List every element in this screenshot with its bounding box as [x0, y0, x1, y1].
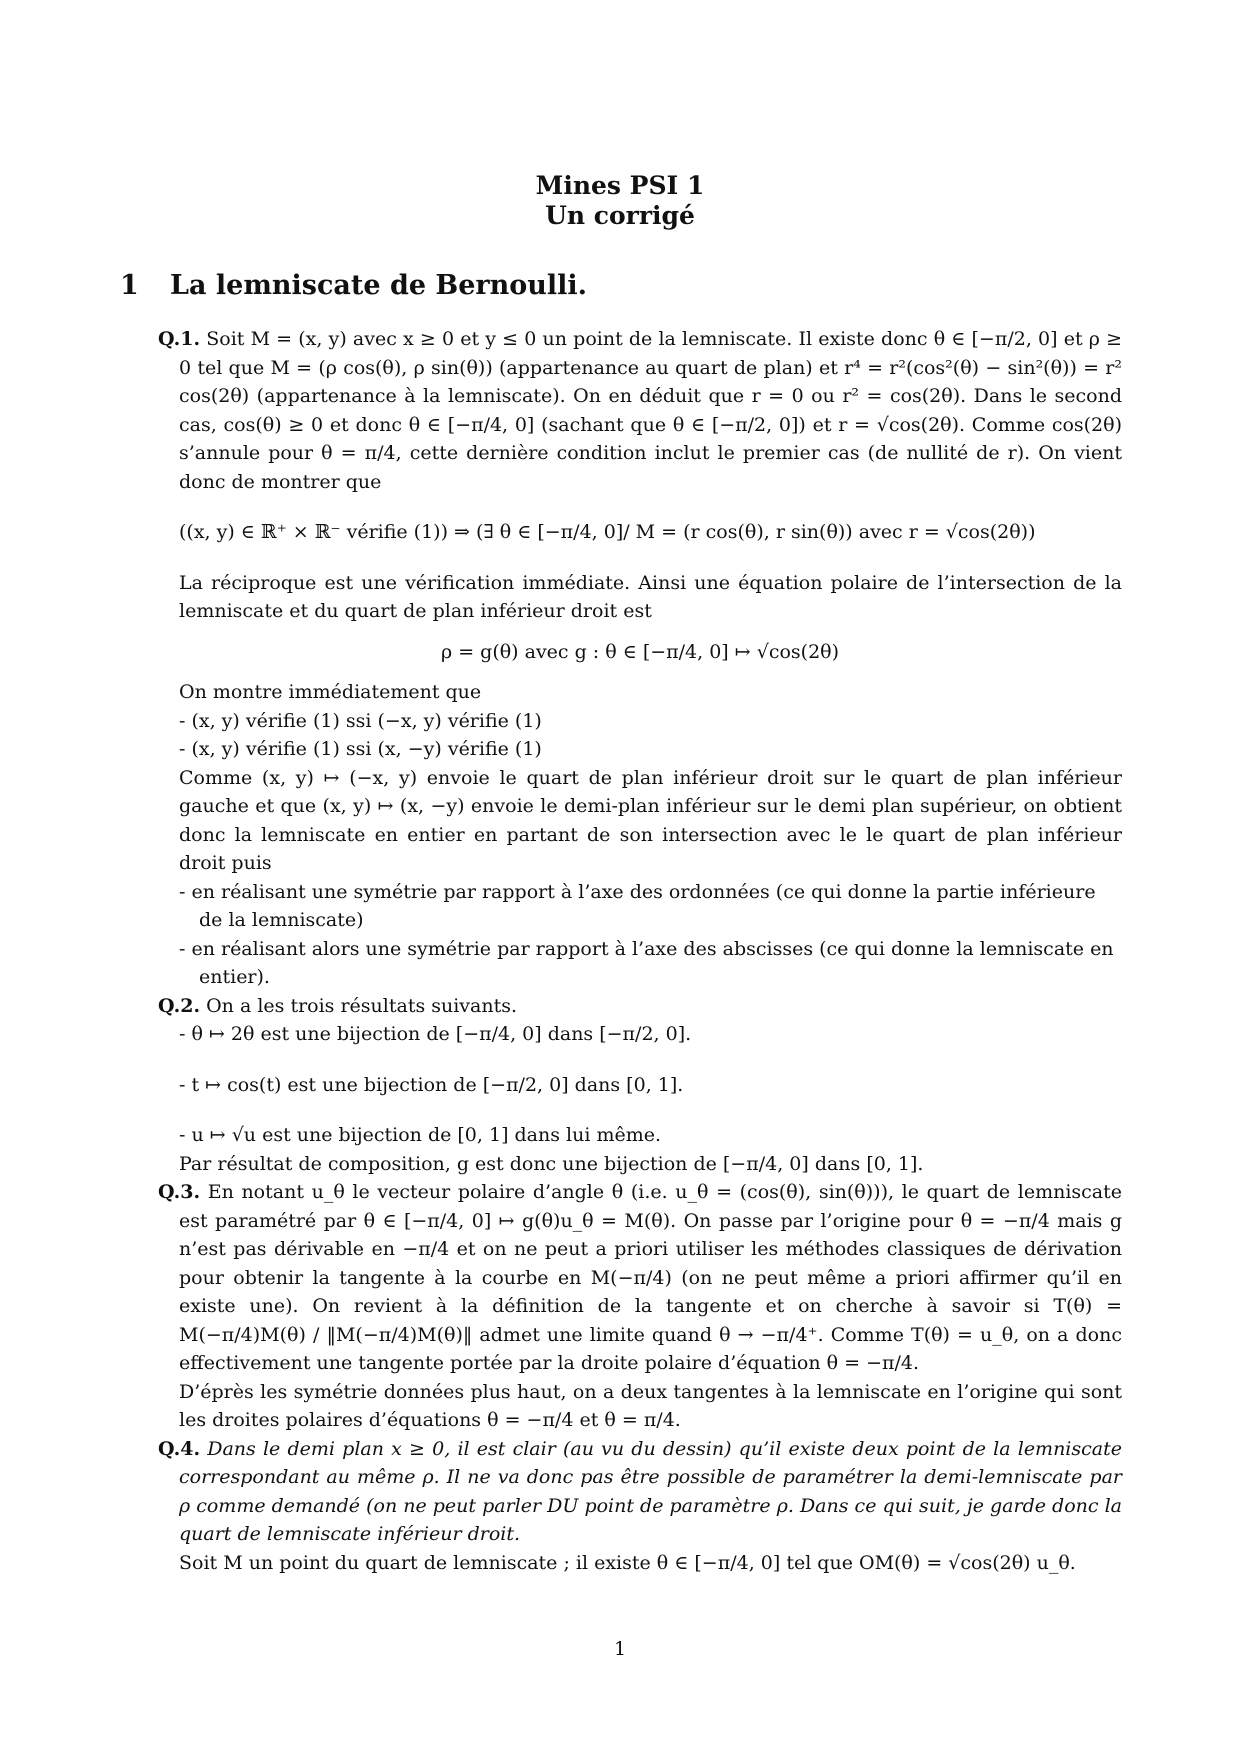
q3-para2: D’éprès les symétrie données plus haut, on a deux tangentes à la lemniscate en l’origine qui sont les droites polaires d’équations θ = −π/4 et θ = π/4. [179, 1380, 1122, 1431]
q4-italic-text: Dans le demi plan x ≥ 0, il est clair (au vu du dessin) qu’il existe deux point de la lemniscate correspondant au même ρ. Il ne va donc pas être possible de paramétrer la demi-lemniscate par ρ comme demandé (on ne peut parler DU point de paramètre ρ. Dans ce qui suit, je garde donc la quart de lemniscate inférieur droit. [179, 1437, 1122, 1545]
section-number: 1 [120, 270, 139, 301]
q2-item1: - θ ↦ 2θ est une bijection de [−π/4, 0] dans [−π/2, 0]. [179, 1023, 692, 1045]
q2-conclusion: Par résultat de composition, g est donc une bijection de [−π/4, 0] dans [0, 1]. [179, 1152, 924, 1175]
page-subtitle: Un corrigé [545, 201, 695, 230]
document-body [158, 325, 1122, 1577]
page-title: Mines PSI 1 [535, 171, 705, 200]
q4-para: Soit M un point du quart de lemniscate ; il existe θ ∈ [−π/4, 0] tel que OM(θ) = √cos(2θ) u_θ. [179, 1551, 1076, 1574]
q1-para2: La réciproque est une vérification immédiate. Ainsi une équation polaire de l’intersection de la lemniscate et du quart de plan inférieur droit est [179, 571, 1122, 622]
q1-label: Q.1. [158, 328, 201, 350]
q3-text1: En notant u_θ le vecteur polaire d’angle θ (i.e. u_θ = (cos(θ), sin(θ))), le quart de lemniscate est paramétré par θ ∈ [−π/4, 0] ↦ g(θ)u_θ = M(θ). On passe par l’origine pour θ = −π/4 mais g n’est pas dérivable en −π/4 et on ne peut a priori utiliser les méthodes classiques de dérivation pour obtenir la tangente à la courbe en M(−π/4) (on ne peut même a priori affirmer qu’il en existe une). On revient à la définition de la tangente et on cherche à savoir si T(θ) = M(−π/4)M(θ) / ‖M(−π/4)M(θ)‖ admet une limite quand θ → −π/4⁺. Comme T(θ) = u_θ, on a donc effectivement une tangente portée par la droite polaire d’équation θ = −π/4. [179, 1181, 1122, 1374]
q1-item1: - (x, y) vérifie (1) ssi (−x, y) vérifie (1) [179, 709, 542, 732]
q1-para1 [158, 325, 1122, 496]
q2-label: Q.2. [158, 994, 201, 1017]
q4-italic-para [158, 1435, 1122, 1549]
q3-label: Q.3. [158, 1181, 201, 1203]
section-heading [120, 272, 587, 301]
section-title: La lemniscate de Bernoulli. [170, 270, 588, 301]
q1-item2: - (x, y) vérifie (1) ssi (x, −y) vérifie (1) [179, 738, 542, 760]
q1-text1: Soit M = (x, y) avec x ≥ 0 et y ≤ 0 un point de la lemniscate. Il existe donc θ ∈ [−π/2, 0] et ρ ≥ 0 tel que M = (ρ cos(θ), ρ sin(θ)) (appartenance au quart de plan) et r⁴ = r²(cos²(θ) − sin²(θ)) = r² cos(2θ) (appartenance à la lemniscate). On en déduit que r = 0 ou r² = cos(2θ). Dans le second cas, cos(θ) ≥ 0 et donc θ ∈ [−π/4, 0] (sachant que θ ∈ [−π/2, 0]) et r = √cos(2θ). Comme cos(2θ) s’annule pour θ = π/4, cette dernière condition inclut le premier cas (de nullité de r). On vient donc de montrer que [179, 328, 1122, 493]
q2-item3: - u ↦ √u est une bijection de [0, 1] dans lui même. [179, 1124, 662, 1146]
q2-intro [158, 992, 1122, 1021]
q1-bullet1: - en réalisant une symétrie par rapport à l’axe des ordonnées (ce qui donne la partie inférieure de la lemniscate) [179, 880, 1096, 931]
q1-bullet2: - en réalisant alors une symétrie par rapport à l’axe des abscisses (ce qui donne la lemniscate en entier). [179, 937, 1114, 988]
q1-para4: Comme (x, y) ↦ (−x, y) envoie le quart de plan inférieur droit sur le quart de plan inférieur gauche et que (x, y) ↦ (x, −y) envoie le demi-plan inférieur sur le demi plan supérieur, on obtient donc la lemniscate en entier en partant de son intersection avec le le quart de plan inférieur droit puis [179, 766, 1122, 874]
q2-item2: - t ↦ cos(t) est une bijection de [−π/2, 0] dans [0, 1]. [179, 1073, 684, 1096]
q1-formula2: ρ = g(θ) avec g : θ ∈ [−π/4, 0] ↦ √cos(2θ) [440, 640, 840, 663]
q1-formula1: ((x, y) ∈ ℝ⁺ × ℝ⁻ vérifie (1)) ⇒ (∃ θ ∈ [−π/4, 0]/ M = (r cos(θ), r sin(θ)) avec r = √cos(2θ)) [179, 521, 1036, 543]
q3-para1 [158, 1178, 1122, 1378]
q1-para3: On montre immédiatement que [179, 681, 482, 703]
page-number: 1 [613, 1638, 627, 1660]
q4-label: Q.4. [158, 1437, 201, 1460]
q2-intro-text: On a les trois résultats suivants. [206, 994, 518, 1017]
